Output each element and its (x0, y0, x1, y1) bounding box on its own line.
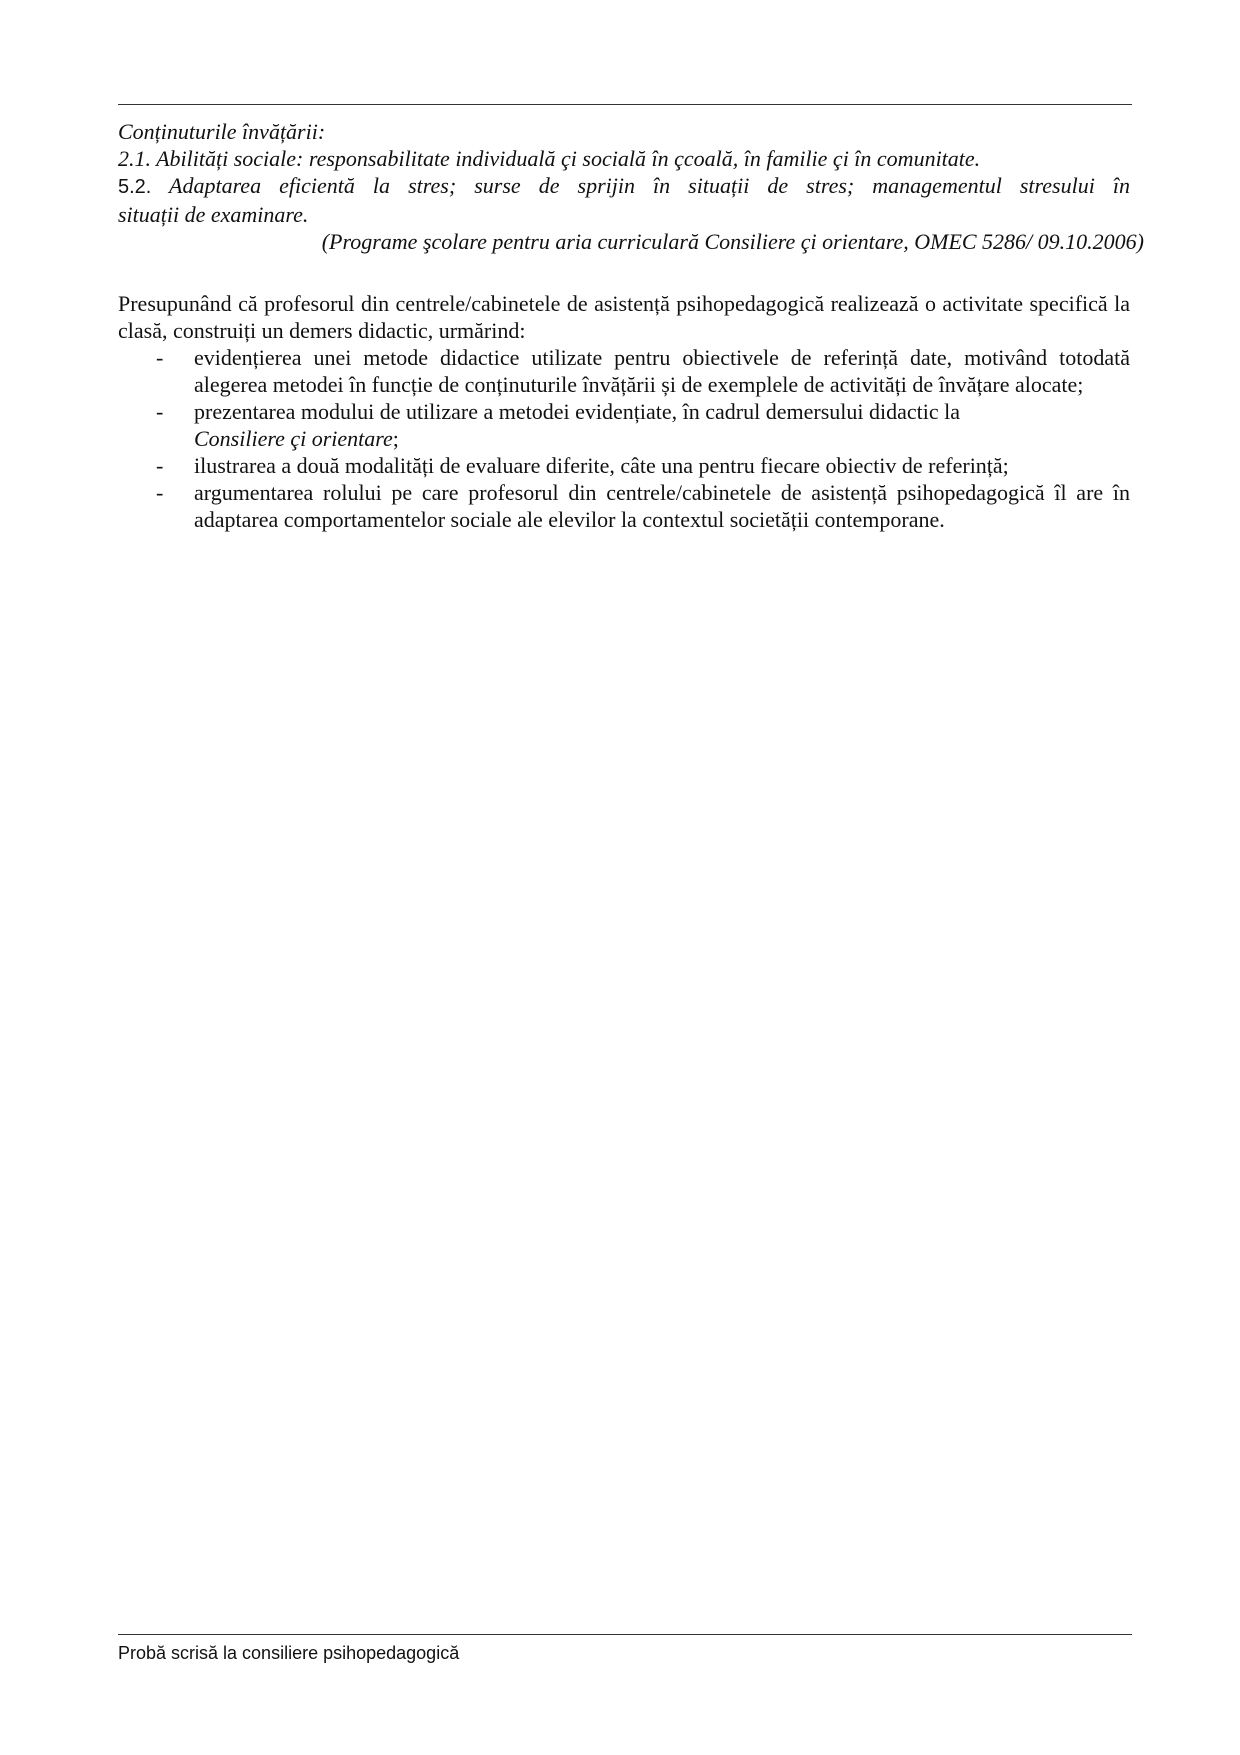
list-item (118, 344, 1130, 398)
bullet-dash: - (156, 345, 164, 370)
task-section (118, 290, 1130, 533)
continut-item-2-text-line2: situații de examinare. (118, 202, 309, 227)
list-item-tail: ; (392, 426, 399, 451)
header-rule (118, 104, 1132, 105)
continut-item-2-text-line1: Adaptarea eficientă la stres; surse de sprijin în situații de stres; managementul stresului în (169, 173, 1130, 198)
list-item-text: ilustrarea a două modalități de evaluare diferite, câte una pentru fiecare obiectiv de referință; (194, 453, 1009, 478)
list-item (118, 398, 1130, 452)
continut-item-2 (118, 172, 1130, 201)
footer-rule (118, 1634, 1132, 1635)
task-requirements-list (118, 344, 1130, 533)
source-note: (Programe şcolare pentru aria curriculară Consiliere çi orientare, OMEC 5286/ 09.10.2006) (321, 229, 1144, 254)
list-item-text: evidențierea unei metode didactice utilizate pentru obiectivele de referință date, motivând totodată alegerea metodei în funcție de conținuturile învățării și de exemplele de activități de învățare alocate; (194, 345, 1130, 397)
bullet-dash: - (156, 480, 164, 505)
list-item (118, 452, 1130, 479)
continuturi-section (118, 118, 1144, 255)
continut-item-2-number: 5.2. (118, 176, 152, 198)
continut-item-1-text: Abilități sociale: responsabilitate individuală çi socială în çcoală, în familie çi în comunitate. (156, 146, 981, 171)
bullet-dash: - (156, 399, 164, 424)
list-item (118, 479, 1130, 533)
bullet-dash: - (156, 453, 164, 478)
continut-item-1-number: 2.1. (118, 146, 151, 171)
list-item-text: prezentarea modului de utilizare a metodei evidențiate, în cadrul demersului didactic la (194, 399, 961, 424)
list-item-italic-text: Consiliere çi orientare (194, 426, 393, 451)
continut-heading: Conținuturile învățării: (118, 119, 326, 144)
task-intro: Presupunând că profesorul din centrele/cabinetele de asistență psihopedagogică realizează o activitate specifică la clasă, construiți un demers didactic, urmărind: (118, 291, 1130, 343)
page-footer: Probă scrisă la consiliere psihopedagogică (118, 1643, 460, 1663)
list-item-text: argumentarea rolului pe care profesorul din centrele/cabinetele de asistență psihopedagogică îl are în adaptarea comportamentelor sociale ale elevilor la contextul societății contemporane. (194, 480, 1130, 532)
continut-item-1 (118, 145, 1130, 172)
